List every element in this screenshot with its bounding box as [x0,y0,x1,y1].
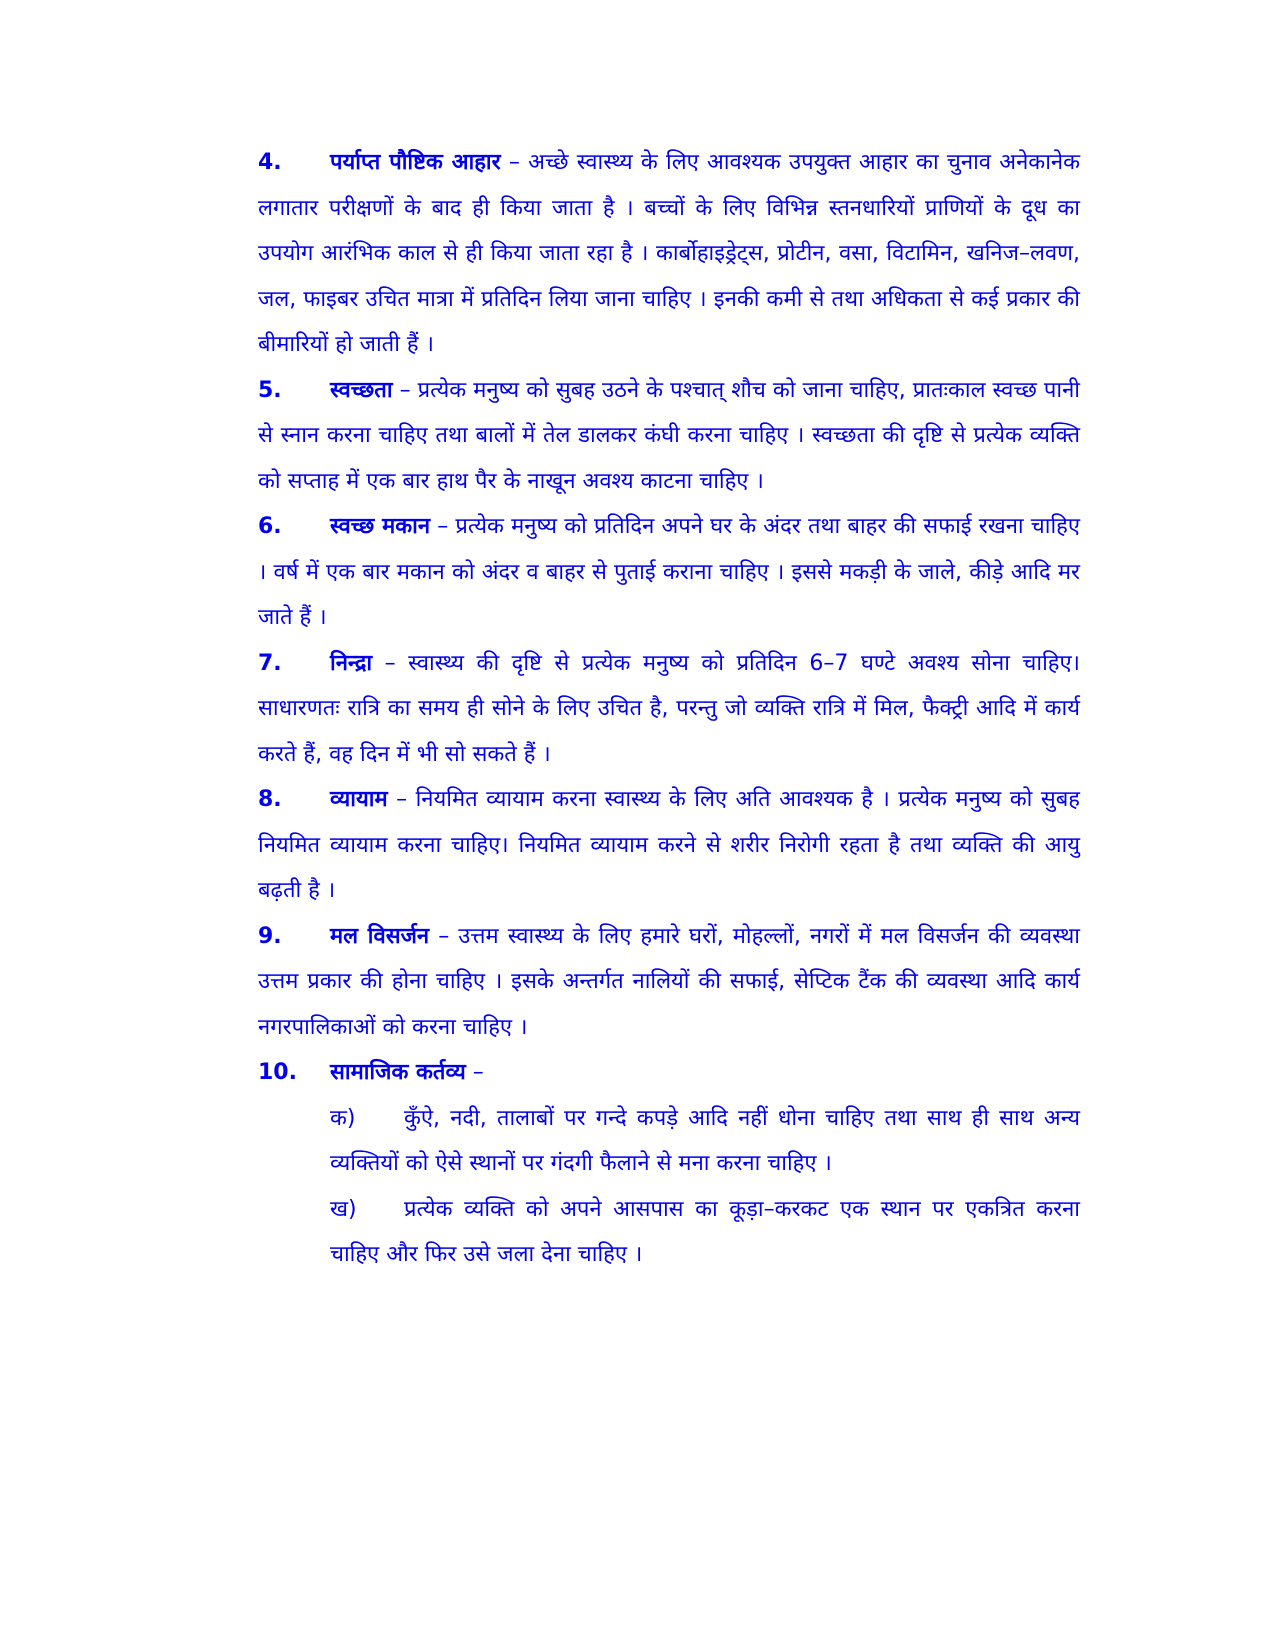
sub-item-text: कुँऐ, नदी, तालाबों पर गन्दे कपड़े आदि नहीं धोना चाहिए तथा साथ ही साथ अन्य व्यक्तियों को ऐसे स्थानों पर गंदगी फैलाने से मना करना चाहिए । [330,1105,1080,1176]
list-item-10 [258,1050,1080,1096]
item-text: – स्वास्थ्य की दृष्टि से प्रत्येक मनुष्य को प्रतिदिन 6–7 घण्टे अवश्य सोना चाहिए। साधारणतः रात्रि का समय ही सोने के लिए उचित है, परन्तु जो व्यक्ति रात्रि में मिल, फैक्ट्री आदि में कार्य करते हैं, वह दिन में भी सो सकते हैं । [258,650,1080,767]
item-text: – [465,1060,484,1085]
item-heading: निन्द्रा [330,650,373,676]
sub-item-kha [330,1187,1080,1278]
item-text: – प्रत्येक मनुष्य को सुबह उठने के पश्चात् शौच को जाना चाहिए, प्रातःकाल स्वच्छ पानी से स्नान करना चाहिए तथा बालों में तेल डालकर कंघी करना चाहिए । स्वच्छता की दृष्टि से प्रत्येक व्यक्ति को सप्ताह में एक बार हाथ पैर के नाखून अवश्य काटना चाहिए । [258,377,1080,494]
item-number: 4. [258,150,282,175]
item-text: – नियमित व्यायाम करना स्वास्थ्य के लिए अति आवश्यक है । प्रत्येक मनुष्य को सुबह नियमित व्यायाम करना चाहिए। नियमित व्यायाम करने से शरीर निरोगी रहता है तथा व्यक्ति की आयु बढ़ती है । [258,787,1080,903]
list-item-8 [258,777,1080,914]
list-item-6 [258,504,1080,641]
item-text: – उत्तम स्वास्थ्य के लिए हमारे घरों, मोहल्लों, नगरों में मल विसर्जन की व्यवस्था उत्तम प्रकार की होना चाहिए । इसके अन्तर्गत नालियों की सफाई, सेप्टिक टैंक की व्यवस्था आदि कार्य नगरपालिकाओं को करना चाहिए । [258,923,1080,1040]
item-text: – अच्छे स्वास्थ्य के लिए आवश्यक उपयुक्त आहार का चुनाव अनेकानेक लगातार परीक्षणों के बाद ही किया जाता है । बच्चों के लिए विभिन्न स्तनधारियों प्राणियों के दूध का उपयोग आरंभिक काल से ही किया जाता रहा है । कार्बोहाइड्रेट्स, प्रोटीन, वसा, विटामिन, खनिज–लवण, जल, फाइबर उचित मात्रा में प्रतिदिन लिया जाना चाहिए । इनकी कमी से तथा अधिकता से कई प्रकार की बीमारियों हो जाती हैं । [258,150,1080,357]
list-item-9 [258,914,1080,1051]
sub-item-text: प्रत्येक व्यक्ति को अपने आसपास का कूड़ा–करकट एक स्थान पर एकत्रित करना चाहिए और फिर उसे जला देना चाहिए । [330,1196,1080,1267]
item-heading: मल विसर्जन [330,923,430,949]
sub-item-ka [330,1096,1080,1187]
item-number: 9. [258,923,282,949]
item-number: 6. [258,514,282,539]
item-text: – प्रत्येक मनुष्य को प्रतिदिन अपने घर के अंदर तथा बाहर की सफाई रखना चाहिए । वर्ष में एक बार मकान को अंदर व बाहर से पुताई कराना चाहिए । इससे मकड़ी के जाले, कीड़े आदि मर जाते हैं । [258,514,1080,630]
item-heading: व्यायाम [330,787,388,812]
item-heading: सामाजिक कर्तव्य [330,1060,466,1085]
document-body [258,140,1080,1278]
item-number: 5. [258,377,282,403]
item-heading: स्वच्छता [330,377,393,403]
list-item-7 [258,641,1080,778]
item-number: 10. [258,1060,297,1085]
list-item-4 [258,140,1080,368]
sub-item-label: ख) [330,1196,357,1222]
item-number: 8. [258,787,282,812]
item-heading: पर्याप्त पौष्टिक आहार [330,150,501,175]
item-heading: स्वच्छ मकान [330,514,431,539]
sub-item-label: क) [330,1105,356,1131]
list-item-5 [258,368,1080,505]
item-number: 7. [258,650,282,676]
